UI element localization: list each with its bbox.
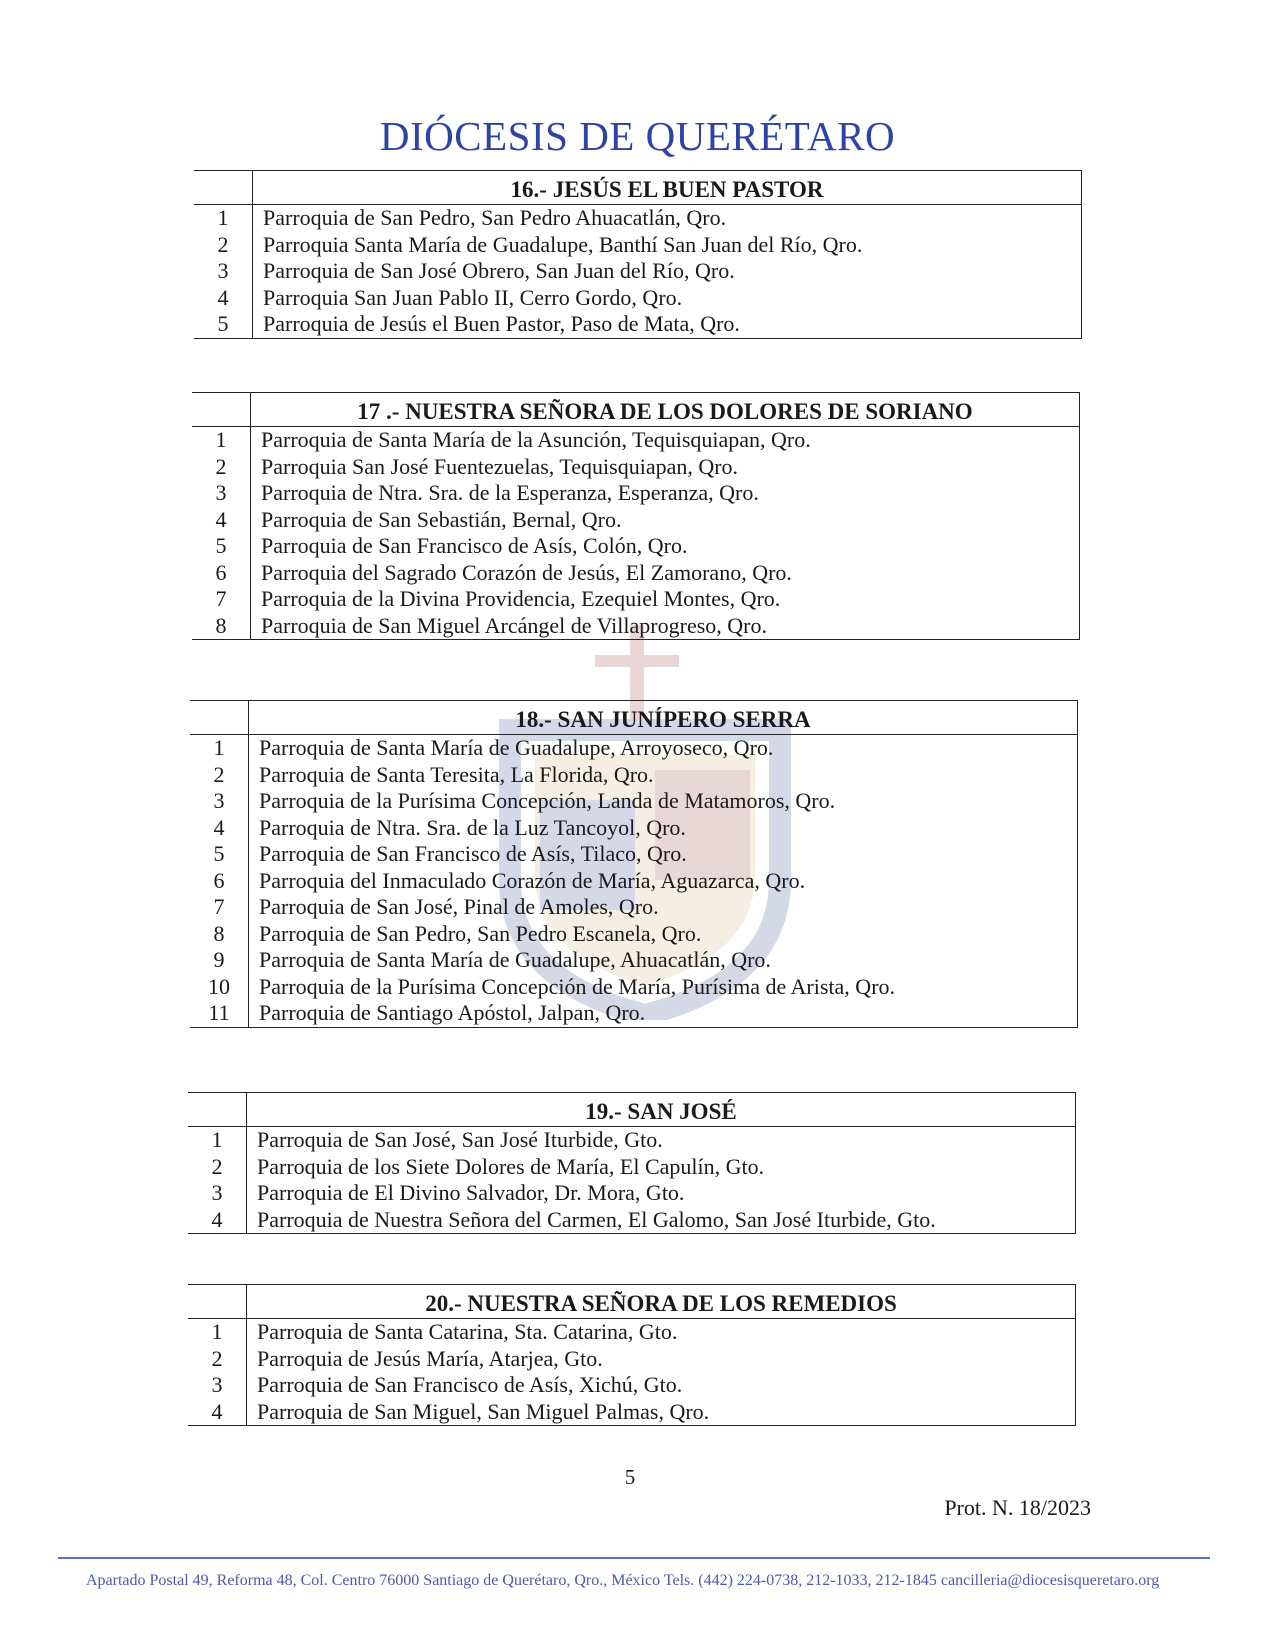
row-number: 6 [192, 560, 251, 587]
row-number: 2 [190, 762, 249, 789]
table-row [188, 1372, 1076, 1399]
table-row [194, 311, 1082, 338]
parish-name: Parroquia de Santa María de Guadalupe, Arroyoseco, Qro. [249, 735, 1078, 762]
table-row [192, 507, 1080, 534]
parish-name: Parroquia de Jesús María, Atarjea, Gto. [247, 1346, 1076, 1373]
row-number: 2 [192, 454, 251, 481]
table-row [190, 762, 1078, 789]
row-number: 1 [188, 1319, 247, 1346]
table-row [190, 788, 1078, 815]
row-number: 4 [192, 507, 251, 534]
parish-name: Parroquia de Ntra. Sra. de la Luz Tancoyol, Qro. [249, 815, 1078, 842]
table-row [194, 258, 1082, 285]
parish-name: Parroquia de San Miguel, San Miguel Palmas, Qro. [247, 1399, 1076, 1426]
row-number: 4 [190, 815, 249, 842]
parish-name: Parroquia de Jesús el Buen Pastor, Paso de Mata, Qro. [253, 311, 1082, 338]
row-number: 1 [188, 1127, 247, 1154]
parish-name: Parroquia de San José Obrero, San Juan del Río, Qro. [253, 258, 1082, 285]
table-row [188, 1207, 1076, 1234]
deanery-title: 17 .- NUESTRA SEÑORA DE LOS DOLORES DE SORIANO [251, 393, 1080, 427]
parish-name: Parroquia del Sagrado Corazón de Jesús, El Zamorano, Qro. [251, 560, 1080, 587]
protocol-number: Prot. N. 18/2023 [944, 1495, 1091, 1520]
parish-name: Parroquia de Santa Teresita, La Florida, Qro. [249, 762, 1078, 789]
row-number: 4 [188, 1207, 247, 1234]
deanery-table-17 [192, 392, 1080, 640]
page-title: DIÓCESIS DE QUERÉTARO [379, 113, 896, 159]
table-row [192, 480, 1080, 507]
parish-name: Parroquia de los Siete Dolores de María, El Capulín, Gto. [247, 1154, 1076, 1181]
table-row [190, 735, 1078, 762]
row-number: 2 [188, 1346, 247, 1373]
parish-name: Parroquia de San Francisco de Asís, Colón, Qro. [251, 533, 1080, 560]
parish-name: Parroquia de Ntra. Sra. de la Esperanza, Esperanza, Qro. [251, 480, 1080, 507]
deanery-title: 18.- SAN JUNÍPERO SERRA [249, 701, 1078, 735]
parish-name: Parroquia de la Purísima Concepción de María, Purísima de Arista, Qro. [249, 974, 1078, 1001]
deanery-title: 16.- JESÚS EL BUEN PASTOR [253, 171, 1082, 205]
parish-name: Parroquia de Santa Catarina, Sta. Catarina, Gto. [247, 1319, 1076, 1346]
row-number: 8 [190, 921, 249, 948]
row-number: 2 [194, 232, 253, 259]
deanery-table-20 [188, 1284, 1076, 1426]
table-row [192, 586, 1080, 613]
table-row [192, 427, 1080, 454]
parish-name: Parroquia de San Sebastián, Bernal, Qro. [251, 507, 1080, 534]
table-row [194, 205, 1082, 232]
row-number: 5 [190, 841, 249, 868]
parish-name: Parroquia de San Miguel Arcángel de Villaprogreso, Qro. [251, 613, 1080, 640]
parish-name: Parroquia de San Pedro, San Pedro Ahuacatlán, Qro. [253, 205, 1082, 232]
row-number: 7 [192, 586, 251, 613]
parish-name: Parroquia de San Francisco de Asís, Xichú, Gto. [247, 1372, 1076, 1399]
row-number: 11 [190, 1000, 249, 1027]
row-number: 3 [190, 788, 249, 815]
parish-name: Parroquia de Santiago Apóstol, Jalpan, Qro. [249, 1000, 1078, 1027]
row-number: 5 [192, 533, 251, 560]
deanery-title: 20.- NUESTRA SEÑORA DE LOS REMEDIOS [247, 1285, 1076, 1319]
table-row [190, 921, 1078, 948]
table-row [194, 232, 1082, 259]
parish-name: Parroquia de Nuestra Señora del Carmen, El Galomo, San José Iturbide, Gto. [247, 1207, 1076, 1234]
row-number: 3 [188, 1372, 247, 1399]
row-number: 1 [194, 205, 253, 232]
parish-name: Parroquia de El Divino Salvador, Dr. Mora, Gto. [247, 1180, 1076, 1207]
footer-divider [58, 1557, 1210, 1559]
row-number: 2 [188, 1154, 247, 1181]
table-row [188, 1127, 1076, 1154]
parish-name: Parroquia de la Purísima Concepción, Landa de Matamoros, Qro. [249, 788, 1078, 815]
deanery-title: 19.- SAN JOSÉ [247, 1093, 1076, 1127]
page-number: 5 [624, 1465, 636, 1489]
table-row [190, 947, 1078, 974]
row-number: 3 [194, 258, 253, 285]
parish-name: Parroquia de San Pedro, San Pedro Escanela, Qro. [249, 921, 1078, 948]
parish-name: Parroquia de San Francisco de Asís, Tilaco, Qro. [249, 841, 1078, 868]
row-number: 10 [190, 974, 249, 1001]
parish-name: Parroquia San José Fuentezuelas, Tequisquiapan, Qro. [251, 454, 1080, 481]
deanery-table-16 [194, 170, 1082, 339]
table-row [192, 613, 1080, 640]
row-number: 9 [190, 947, 249, 974]
parish-name: Parroquia San Juan Pablo II, Cerro Gordo, Qro. [253, 285, 1082, 312]
parish-name: Parroquia de San José, Pinal de Amoles, Qro. [249, 894, 1078, 921]
row-number: 5 [194, 311, 253, 338]
row-number: 1 [192, 427, 251, 454]
parish-name: Parroquia de Santa María de Guadalupe, Ahuacatlán, Qro. [249, 947, 1078, 974]
parish-name: Parroquia de Santa María de la Asunción, Tequisquiapan, Qro. [251, 427, 1080, 454]
table-row [190, 815, 1078, 842]
table-row [188, 1180, 1076, 1207]
footer-address: Apartado Postal 49, Reforma 48, Col. Centro 76000 Santiago de Querétaro, Qro., México Tels. (442) 224-0738, 212-1033, 212-1845 cancilleria@diocesisqueretaro.org [86, 1572, 1160, 1589]
row-number: 4 [188, 1399, 247, 1426]
deanery-table-18 [190, 700, 1078, 1028]
parish-name: Parroquia de la Divina Providencia, Ezequiel Montes, Qro. [251, 586, 1080, 613]
table-row [190, 841, 1078, 868]
table-row [192, 533, 1080, 560]
table-row [194, 285, 1082, 312]
row-number: 3 [192, 480, 251, 507]
table-row [188, 1346, 1076, 1373]
parish-name: Parroquia del Inmaculado Corazón de María, Aguazarca, Qro. [249, 868, 1078, 895]
table-row [190, 974, 1078, 1001]
table-row [188, 1319, 1076, 1346]
deanery-table-19 [188, 1092, 1076, 1234]
row-number: 1 [190, 735, 249, 762]
row-number: 8 [192, 613, 251, 640]
row-number: 6 [190, 868, 249, 895]
row-number: 3 [188, 1180, 247, 1207]
table-row [188, 1154, 1076, 1181]
table-row [192, 454, 1080, 481]
table-row [190, 894, 1078, 921]
table-row [190, 868, 1078, 895]
row-number: 4 [194, 285, 253, 312]
parish-name: Parroquia Santa María de Guadalupe, Banthí San Juan del Río, Qro. [253, 232, 1082, 259]
parish-name: Parroquia de San José, San José Iturbide, Gto. [247, 1127, 1076, 1154]
table-row [192, 560, 1080, 587]
table-row [188, 1399, 1076, 1426]
table-row [190, 1000, 1078, 1027]
row-number: 7 [190, 894, 249, 921]
